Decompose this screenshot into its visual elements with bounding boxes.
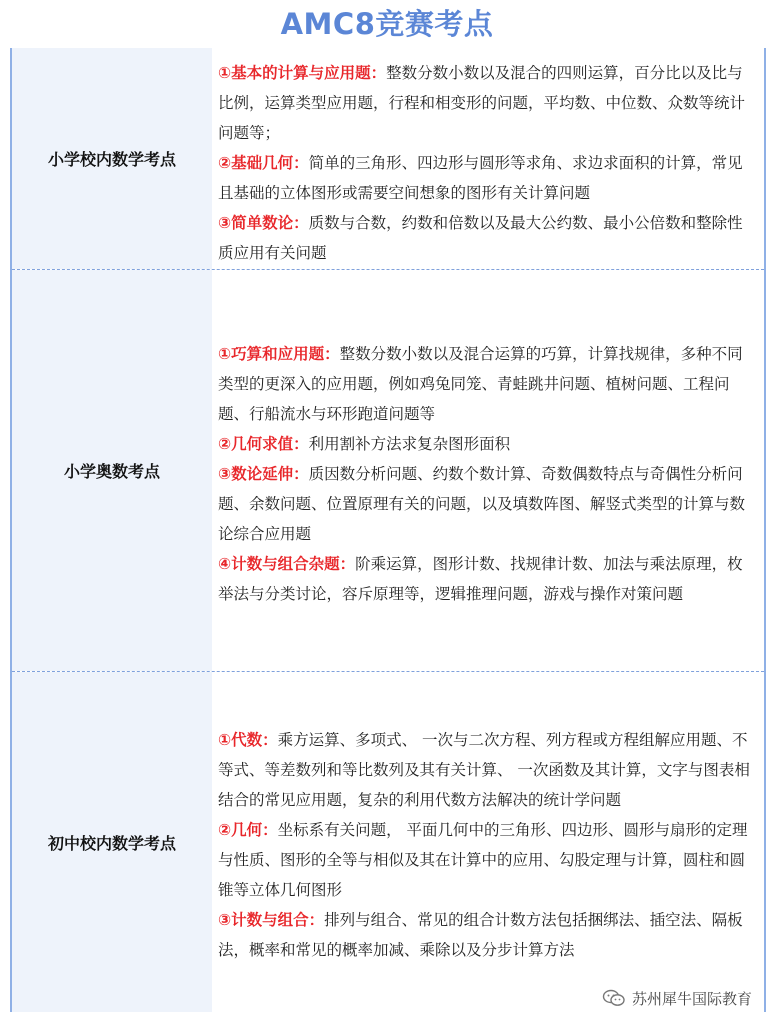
item-text: 阶乘运算，图形计数、找规律计数、加法与乘法原理，枚举法与分类讨论，容斥原理等，逻辑推理问题，游戏与操作对策问题	[218, 554, 743, 603]
item-text: 乘方运算、多项式、 一次与二次方程、列方程或方程组解应用题、不等式、等差数列和等比数列及其有关计算、 一次函数及其计算，文字与图表相结合的常见应用题，复杂的利用代数方法解决的统计学问题	[218, 731, 750, 809]
row-content	[212, 48, 764, 269]
item-heading: ②几何：	[218, 821, 278, 839]
title-bar	[0, 0, 774, 48]
item-text: 整数分数小数以及混合的四则运算，百分比以及比与比例，运算类型应用题，行程和相变形的问题，平均数、中位数、众数等统计问题等；	[218, 64, 746, 142]
row-content	[212, 672, 764, 1012]
exam-points-table	[10, 48, 766, 1012]
list-item	[218, 339, 756, 429]
page-title: AMC8竞赛考点	[280, 7, 494, 41]
wechat-icon	[602, 989, 626, 1007]
watermark	[598, 986, 756, 1010]
row-label: 初中校内数学考点	[12, 672, 212, 1012]
table-row	[12, 672, 764, 1012]
table-row	[12, 270, 764, 672]
list-item	[218, 208, 756, 268]
item-text: 整数分数小数以及混合运算的巧算，计算找规律，多种不同类型的更深入的应用题，例如鸡兔同笼、青蛙跳井问题、植树问题、工程问题、行船流水与环形跑道问题等	[218, 344, 743, 423]
row-label: 小学奥数考点	[12, 270, 212, 671]
row-label: 小学校内数学考点	[12, 48, 212, 269]
list-item	[218, 58, 756, 148]
item-text: 质因数分析问题、约数个数计算、奇数偶数特点与奇偶性分析问题、余数问题、位置原理有关的问题，以及填数阵图、解竖式类型的计算与数论综合应用题	[218, 464, 746, 543]
item-heading: ③简单数论：	[218, 214, 309, 232]
watermark-text: 苏州犀牛国际教育	[631, 989, 752, 1008]
item-heading: ③计数与组合：	[218, 911, 325, 929]
row-content	[212, 270, 764, 671]
item-heading: ③数论延伸：	[218, 464, 309, 483]
item-text: 利用割补方法求复杂图形面积	[308, 434, 511, 453]
list-item	[218, 459, 756, 549]
item-text: 坐标系有关问题， 平面几何中的三角形、四边形、圆形与扇形的定理与性质、图形的全等与相似及其在计算中的应用、勾股定理与计算，圆柱和圆锥等立体几何图形	[218, 821, 748, 899]
item-heading: ②基础几何：	[218, 154, 309, 172]
item-heading: ①基本的计算与应用题：	[218, 64, 387, 82]
item-text: 排列与组合、常见的组合计数方法包括捆绑法、插空法、隔板法，概率和常见的概率加减、乘除以及分步计算方法	[218, 911, 743, 959]
item-text: 质数与合数，约数和倍数以及最大公约数、最小公倍数和整除性质应用有关问题	[218, 214, 743, 262]
item-text: 简单的三角形、四边形与圆形等求角、求边求面积的计算，常见且基础的立体图形或需要空间想象的图形有关计算问题	[218, 154, 743, 202]
item-heading: ④计数与组合杂题：	[218, 554, 356, 573]
item-heading: ②几何求值：	[218, 434, 309, 453]
item-heading: ①巧算和应用题：	[218, 344, 340, 363]
item-heading: ①代数：	[218, 731, 278, 749]
list-item	[218, 725, 756, 815]
table-row	[12, 48, 764, 270]
list-item	[218, 148, 756, 208]
list-item	[218, 429, 756, 459]
list-item	[218, 815, 756, 905]
list-item	[218, 905, 756, 965]
list-item	[218, 549, 756, 609]
